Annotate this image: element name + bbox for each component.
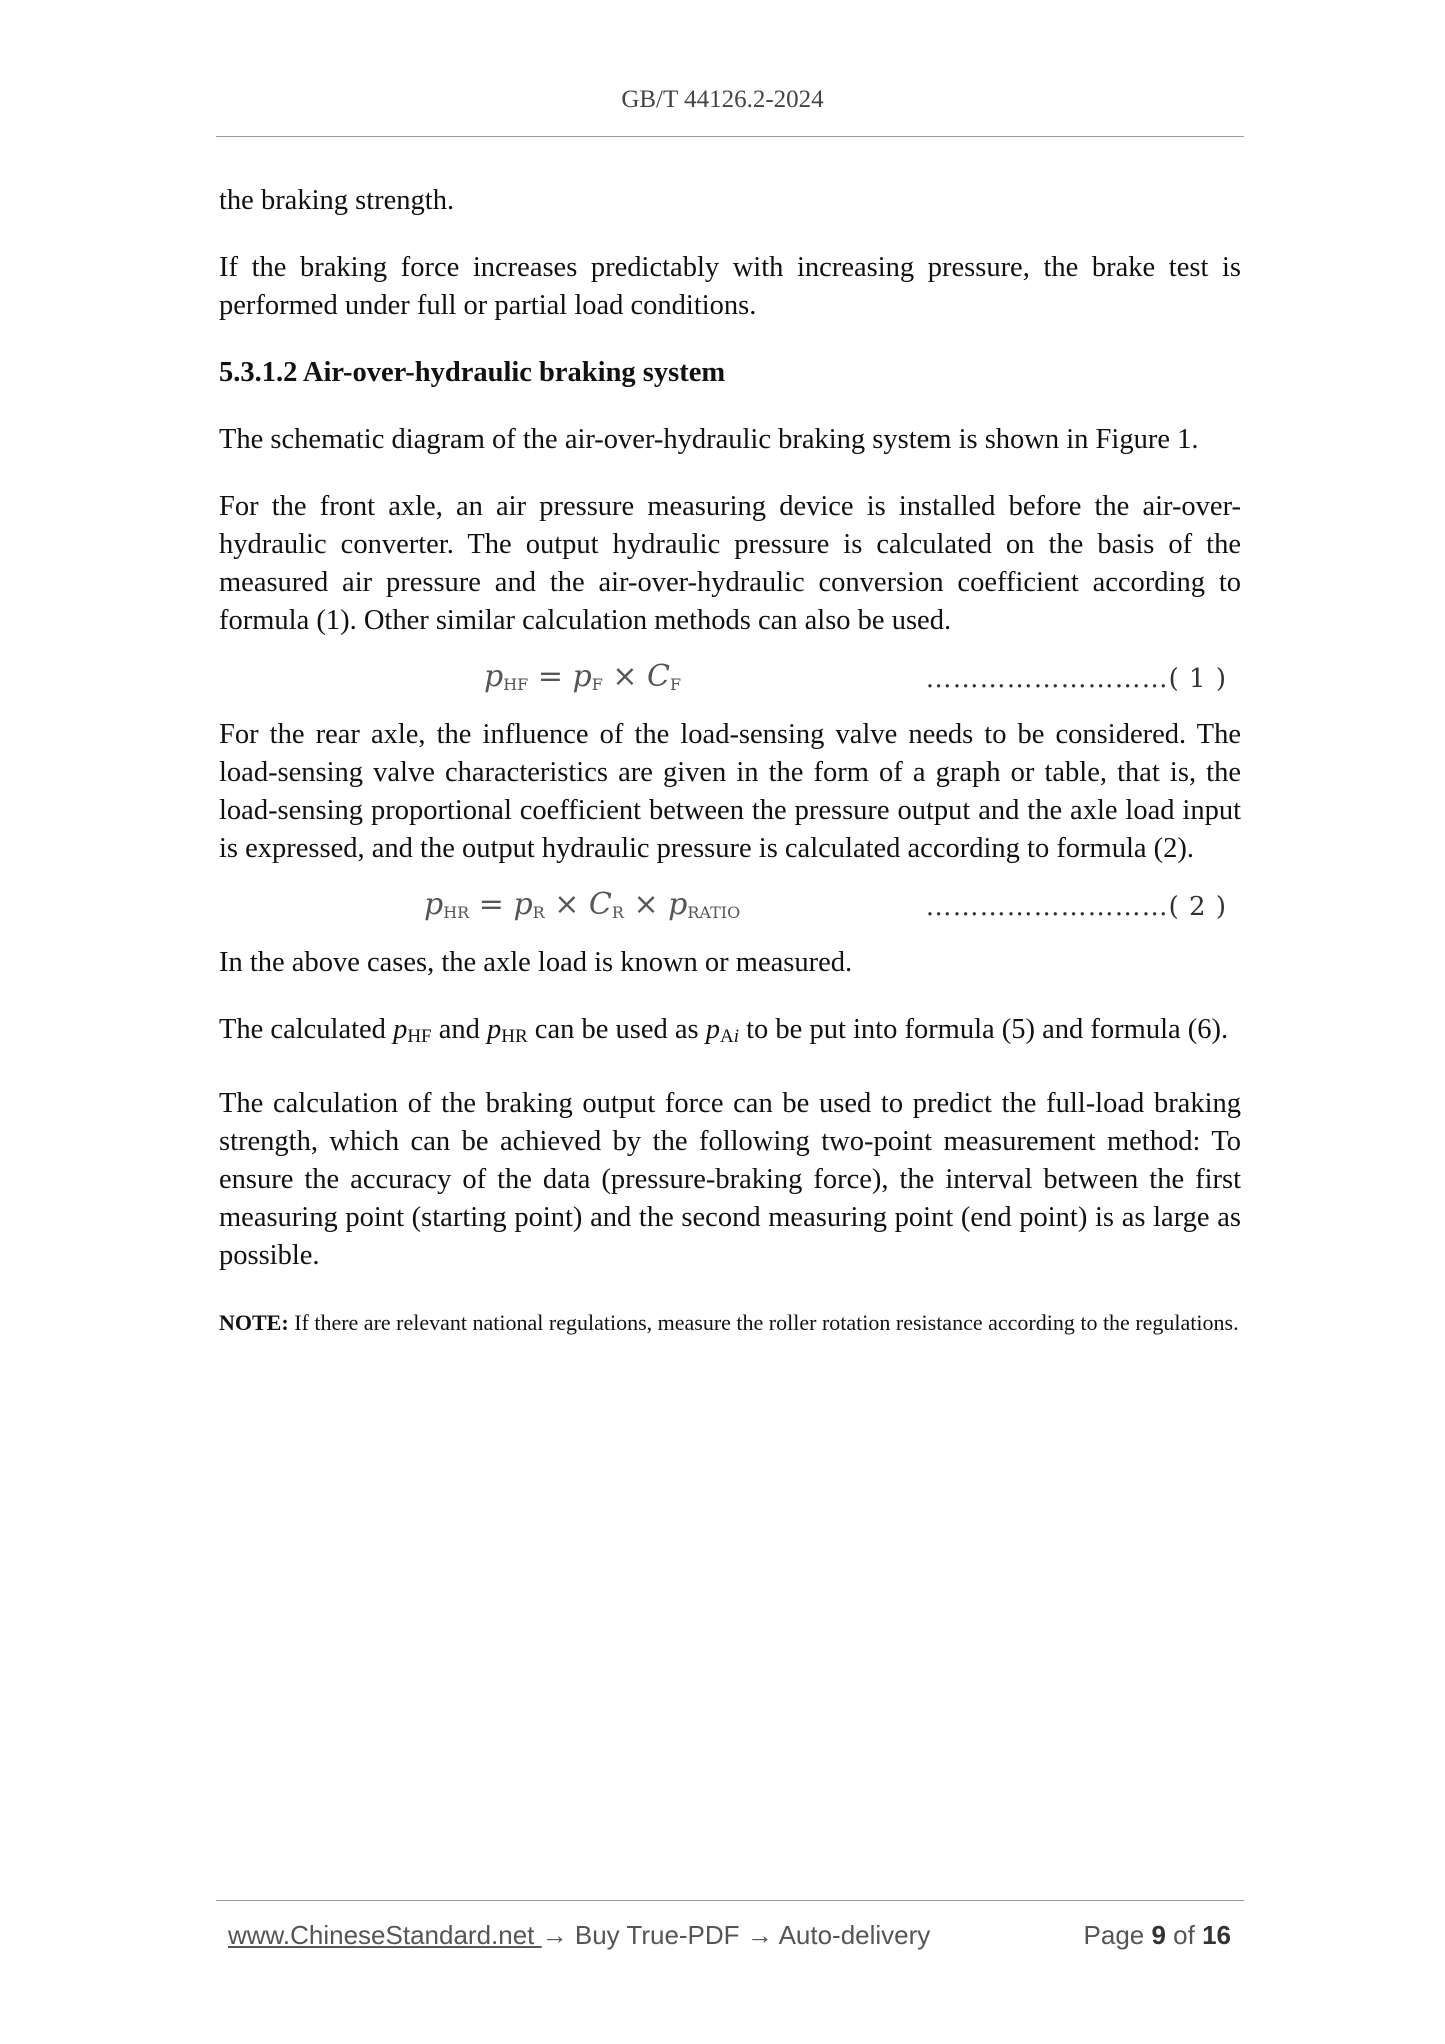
header-divider [216, 136, 1244, 137]
page-number: 9 [1151, 1920, 1166, 1950]
formula-2 [219, 878, 1241, 932]
document-body [219, 182, 1241, 1342]
footer-divider [216, 1900, 1244, 1901]
paragraph: For the front axle, an air pressure measuring device is installed before the air-over-hydraulic converter. The output hydraulic pressure is calculated on the basis of the measured air pressure and the air-over-hydraulic conversion coefficient according to formula (1). Other similar calculation methods can also be used. [219, 491, 1241, 636]
note-label: NOTE: [219, 1310, 289, 1335]
paragraph: The schematic diagram of the air-over-hydraulic braking system is shown in Figure 1. [219, 424, 1199, 455]
arrow-icon: → [541, 1920, 568, 1950]
formula-1 [219, 650, 1241, 704]
paragraph: The calculated $p_{HF}$ and $p_{HR}$ can be used as $p_{Ai}$ to be put into formula (5) and formula (6). [219, 1014, 1229, 1047]
paragraph: If the braking force increases predictably with increasing pressure, the brake test is performed under full or partial load conditions. [219, 252, 1241, 321]
paragraph: For the rear axle, the influence of the load-sensing valve needs to be considered. The load-sensing valve characteristics are given in the form of a graph or table, that is, the load-sensing proportional coefficient between the pressure output and the axle load input is expressed, and the output hydraulic pressure is calculated according to formula (2). [219, 719, 1241, 864]
document-id-header: GB/T 44126.2-2024 [621, 86, 824, 113]
section-heading: 5.3.1.2 Air-over-hydraulic braking system [219, 357, 726, 388]
note [219, 1304, 1241, 1342]
note-text: If there are relevant national regulations, measure the roller rotation resistance according to the regulations. [288, 1310, 1239, 1335]
arrow-icon: → [746, 1920, 773, 1950]
formula-2-expression: $p_{HR} = p_R \times C_R \times p_{RATIO}$ [424, 887, 741, 922]
formula-1-expression: $p_{HF} = p_F \times C_F$ [484, 659, 682, 694]
website-link[interactable]: www.ChineseStandard.net [228, 1920, 542, 1950]
formula-1-number: ………………………( 1 ) [925, 664, 1227, 694]
paragraph: In the above cases, the axle load is known or measured. [219, 947, 853, 978]
paragraph: the braking strength. [219, 185, 455, 216]
footer-links [228, 1920, 930, 1951]
page-total: 16 [1202, 1920, 1231, 1950]
delivery-text: Auto-delivery [772, 1920, 931, 1950]
page-indicator: Page 9 of 16 [1083, 1920, 1231, 1950]
buy-text: Buy True-PDF [567, 1920, 747, 1950]
formula-2-number: ………………………( 2 ) [925, 892, 1227, 922]
paragraph: The calculation of the braking output force can be used to predict the full-load braking strength, which can be achieved by the following two-point measurement method: To ensure the accuracy of the data (pressure-braking force), the interval between the first measuring point (starting point) and the second measuring point (end point) is as large as possible. [219, 1088, 1241, 1271]
